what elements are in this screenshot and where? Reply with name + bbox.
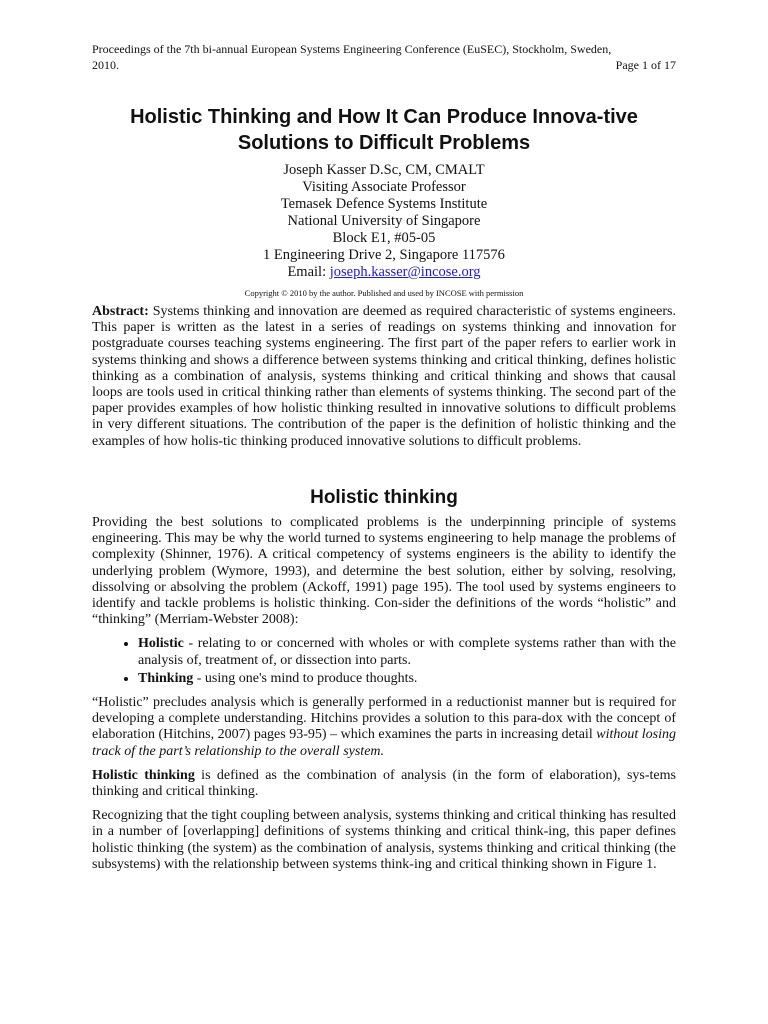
section-heading: Holistic thinking	[310, 487, 458, 508]
definitions-list	[92, 636, 676, 687]
definition-term: Thinking	[138, 670, 194, 686]
header-proceedings-line: Proceedings of the 7th bi-annual European Systems Engineering Conference (EuSEC), Stockholm, Sweden,	[92, 42, 612, 56]
definition-term: Holistic	[138, 636, 184, 652]
definition-text: - using one's mind to produce thoughts.	[193, 670, 418, 686]
abstract-label: Abstract:	[92, 304, 149, 319]
running-header	[92, 41, 676, 73]
definition-text: - relating to or concerned with wholes or with complete systems rather than with the analysis of, treatment of, or dissection into parts.	[138, 636, 676, 668]
section-body	[92, 515, 676, 881]
email-link[interactable]: joseph.kasser@incose.org	[329, 264, 481, 280]
abstract-text: Systems thinking and innovation are deemed as required characteristic of systems engineers. This paper is written as the latest in a series of readings on systems thinking and innovation for postgraduate courses teaching systems engineering. The first part of the paper refers to earlier work in systems thinking and shows a difference between systems thinking and critical thinking, defines holistic thinking as a combination of analysis, systems thinking and critical thinking and shows that causal loops are tools used in critical thinking rather than elements of systems thinking. The second part of the paper provides examples of how holistic thinking resulted in innovative solutions to difficult problems in very different situations. The contribution of the paper is the definition of holistic thinking and the examples of how holis-tic thinking produced innovative solutions to difficult problems.	[92, 304, 676, 449]
paradox-emphasis: without losing track of the part’s relationship to the overall system.	[92, 727, 676, 759]
author-email-line	[100, 264, 668, 281]
author-university: National University of Singapore	[287, 213, 481, 229]
author-institute: Temasek Defence Systems Institute	[280, 196, 488, 212]
author-position: Visiting Associate Professor	[302, 179, 466, 195]
header-second-line	[92, 57, 676, 73]
author-block-address: Block E1, #05-05	[332, 230, 436, 246]
paragraph-definition	[92, 768, 676, 800]
paper-title: Holistic Thinking and How It Can Produce Innova-tive Solutions to Difficult Problems	[130, 106, 638, 154]
paradox-text: “Holistic” precludes analysis which is generally performed in a reductionist manner but is required for developing a complete understanding. Hitchins provides a solution to this para-dox with the concept of elaboration (Hitchins, 2007) pages 93-95) – which examines the parts in increasing detail	[92, 695, 676, 743]
list-item	[138, 636, 676, 668]
paragraph-holistic-paradox	[92, 695, 676, 760]
author-street-address: 1 Engineering Drive 2, Singapore 117576	[263, 247, 505, 263]
abstract-paragraph	[92, 304, 676, 450]
author-name: Joseph Kasser D.Sc, CM, CMALT	[283, 162, 485, 178]
paragraph-intro: Providing the best solutions to complicated problems is the underpinning principle of systems engineering. This may be why the world turned to systems engineering to help manage the problems of complexity (Shinner, 1976). A critical competency of systems engineers is the ability to identify the underlying problem (Wymore, 1993), and determine the best solution, either by solving, resolving, dissolving or absolving the problem (Ackoff, 1991) page 195). The tool used by systems engineers to identify and tackle problems is holistic thinking. Con-sider the definitions of the words “holistic” and “thinking” (Merriam-Webster 2008):	[92, 515, 676, 628]
page-number: Page 1 of 17	[615, 58, 676, 72]
email-label: Email:	[287, 264, 327, 280]
holistic-thinking-definition: is defined as the combination of analysis (in the form of elaboration), sys-tems thinking and critical thinking.	[92, 767, 676, 800]
author-block	[100, 162, 668, 281]
header-year: 2010.	[92, 58, 119, 72]
holistic-thinking-term: Holistic thinking	[92, 767, 195, 783]
copyright-notice: Copyright © 2010 by the author. Published and used by INCOSE with permission	[244, 288, 524, 298]
paragraph-recognizing: Recognizing that the tight coupling between analysis, systems thinking and critical thinking has resulted in a number of [overlapping] definitions of systems thinking and critical think-ing, this paper defines holistic thinking (the system) as the combination of analysis, systems thinking and critical thinking (the subsystems) with the relationship between systems think-ing and critical thinking shown in Figure 1.	[92, 808, 676, 872]
list-item	[138, 671, 676, 687]
